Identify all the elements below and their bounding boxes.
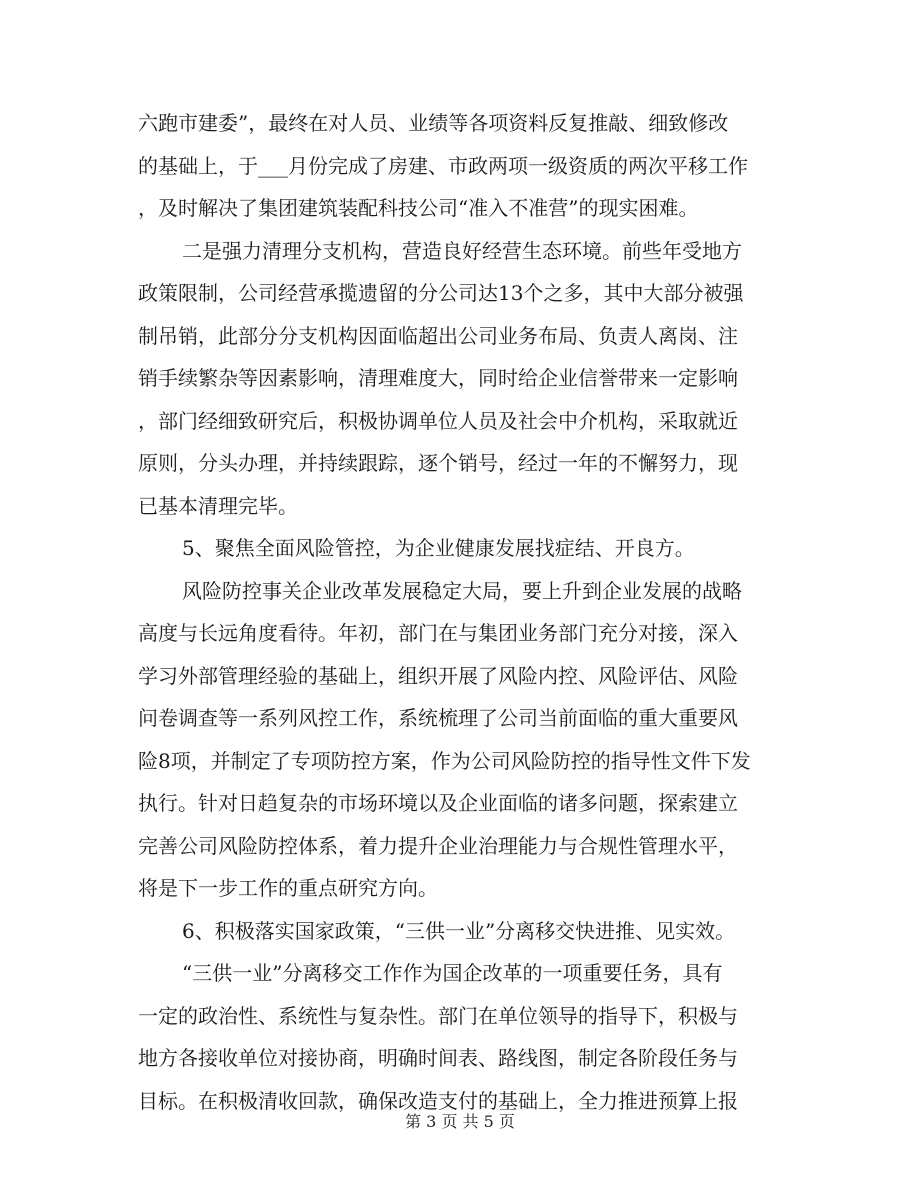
text-line: 六跑市建委”，最终在对人员、业绩等各项资料反复推敲、细致修改 [138,111,729,135]
text-line: 问卷调查等一系列风控工作，系统梳理了公司当前面临的重大重要风 [138,706,738,730]
text-line: ，部门经细致研究后，积极协调单位人员及社会中介机构，采取就近 [138,408,738,433]
text-line: 执行。针对日趋复杂的市场环境以及企业面临的诸多问题，探索建立 [138,791,738,815]
text-line: 风险防控事关企业改革发展稳定大局，要上升到企业发展的战略 [182,578,742,603]
text-line: 二是强力清理分支机构，营造良好经营生态环境。前些年受地方 [182,238,742,263]
text-line: 一定的政治性、系统性与复杂性。部门在单位领导的指导下，积极与 [138,1003,738,1028]
text-line: 高度与长远角度看待。年初，部门在与集团业务部门充分对接，深入 [138,621,738,645]
text-line: 目标。在积极清收回款，确保改造支付的基础上，全力推进预算上报 [138,1088,738,1113]
text-line: 险8项，并制定了专项防控方案，作为公司风险防控的指导性文件下发 [138,748,751,773]
text-line: “三供一业”分离移交工作作为国企改革的一项重要任务，具有 [182,961,723,985]
text-line: 将是下一步工作的重点研究方向。 [138,876,438,900]
text-line: 地方各接收单位对接协商，明确时间表、路线图，制定各阶段任务与 [138,1046,738,1070]
document-body [138,102,778,1122]
text-line: ，及时解决了集团建筑装配科技公司“准入不准营”的现实困难。 [138,196,699,220]
text-line: 销手续繁杂等因素影响，清理难度大，同时给企业信誉带来一定影响 [138,366,738,390]
text-line: 政策限制，公司经营承揽遗留的分公司达13个之多，其中大部分被强 [138,281,744,305]
page-footer: 第 3 页 共 5 页 [405,1112,515,1131]
text-line: 原则，分头办理，并持续跟踪，逐个销号，经过一年的不懈努力，现 [138,451,738,475]
text-line: 学习外部管理经验的基础上，组织开展了风险内控、风险评估、风险 [138,663,738,688]
text-line: 完善公司风险防控体系，着力提升企业治理能力与合规性管理水平， [138,833,738,858]
text-line: 的基础上，于___月份完成了房建、市政两项一级资质的两次平移工作 [138,153,748,178]
text-line: 制吊销，此部分分支机构因面临超出公司业务布局、负责人离岗、注 [138,323,738,348]
text-line: 已基本清理完毕。 [138,493,298,518]
text-line: 5、聚焦全面风险管控，为企业健康发展找症结、开良方。 [182,536,695,560]
text-line: 6、积极落实国家政策，“三供一业”分离移交快进推、见实效。 [182,918,736,943]
